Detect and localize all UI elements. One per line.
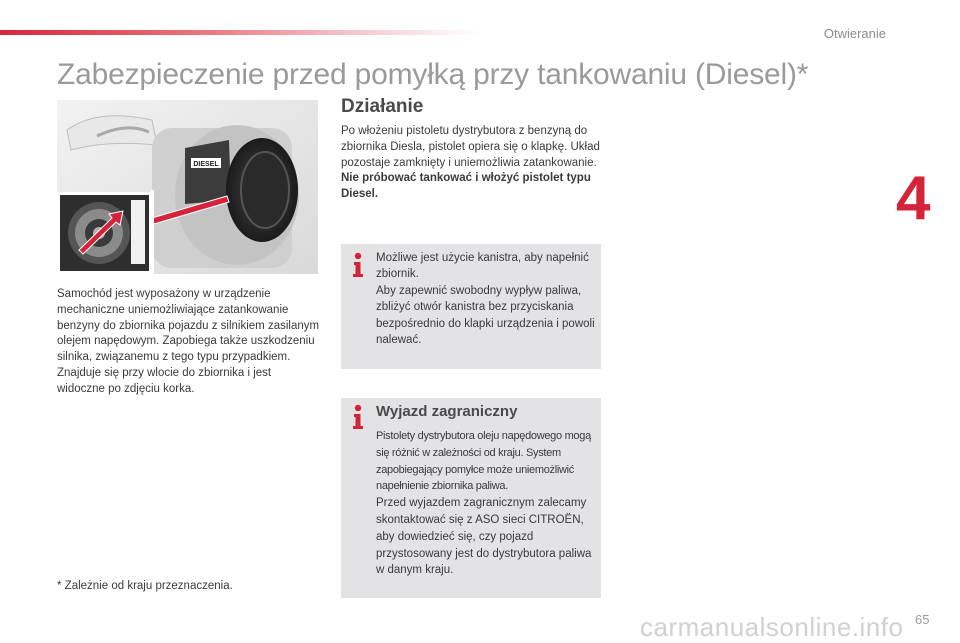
- watermark: carmanualsonline.info: [640, 612, 904, 642]
- info-icon: [351, 252, 365, 278]
- travel-abroad-paragraph-1: Pistolety dystrybutora oleju napędowego mogą się różnić w zależności od kraju. System zapobiegający pomyłce może uniemożliwić napełnienie zbiornika paliwa.: [376, 430, 591, 493]
- info-line-2: Aby zapewnić swobodny wypływ paliwa, zbliżyć otwór kanistra bez przyciskania bezpośrednio do klapki urządzenia i powoli nalewać.: [376, 284, 595, 347]
- fuel-filler-photo: [57, 100, 318, 274]
- footnote: * Zależnie od kraju przeznaczenia.: [57, 580, 233, 592]
- diesel-label: DIESEL: [193, 161, 219, 168]
- page-title: Zabezpieczenie przed pomyłką przy tankowaniu (Diesel)*: [57, 58, 809, 91]
- operation-text: [341, 124, 611, 203]
- operation-warning: Nie próbować tankować i włożyć pistolet typu Diesel.: [341, 172, 591, 201]
- travel-abroad-heading: Wyjazd zagraniczny: [376, 403, 518, 420]
- info-box-canister: [341, 244, 601, 369]
- intro-paragraph-2: Znajduje się przy wlocie do zbiornika i jest widoczne po zdjęciu korka.: [57, 366, 272, 395]
- info-icon: [351, 404, 365, 430]
- operation-paragraph: Po włożeniu pistoletu dystrybutora z benzyną do zbiornika Diesla, pistolet opiera się o klapkę. Układ pozostaje zamknięty i uniemożliwia zatankowanie.: [341, 125, 600, 169]
- page-number: 65: [915, 612, 930, 627]
- section-label: Otwieranie: [823, 26, 886, 41]
- intro-paragraph: Samochód jest wyposażony w urządzenie mechaniczne uniemożliwiające zatankowanie benzyny do zbiornika pojazdu z silnikiem zasilanym olejem napędowym. Zapobiega także uszkodzeniu silnika, związanemu z tego typu przypadkiem.: [57, 288, 320, 364]
- info-line-1: Możliwe jest użycie kanistra, aby napełnić zbiornik.: [376, 252, 589, 281]
- travel-abroad-text: [376, 428, 600, 579]
- chapter-number: 4: [896, 164, 931, 233]
- fuel-flap: [185, 140, 231, 204]
- info-box-canister-text: [376, 250, 596, 348]
- intro-text: [57, 287, 322, 398]
- operation-heading: Działanie: [341, 96, 424, 117]
- header-accent-stripe: [0, 30, 480, 35]
- info-box-travel-abroad: [341, 398, 601, 598]
- travel-abroad-paragraph-2: Przed wyjazdem zagranicznym zalecamy skontaktować się z ASO sieci CITROËN, aby dowiedzieć się, czy pojazd przystosowany jest do dystrybutora paliwa w danym kraju.: [376, 497, 592, 577]
